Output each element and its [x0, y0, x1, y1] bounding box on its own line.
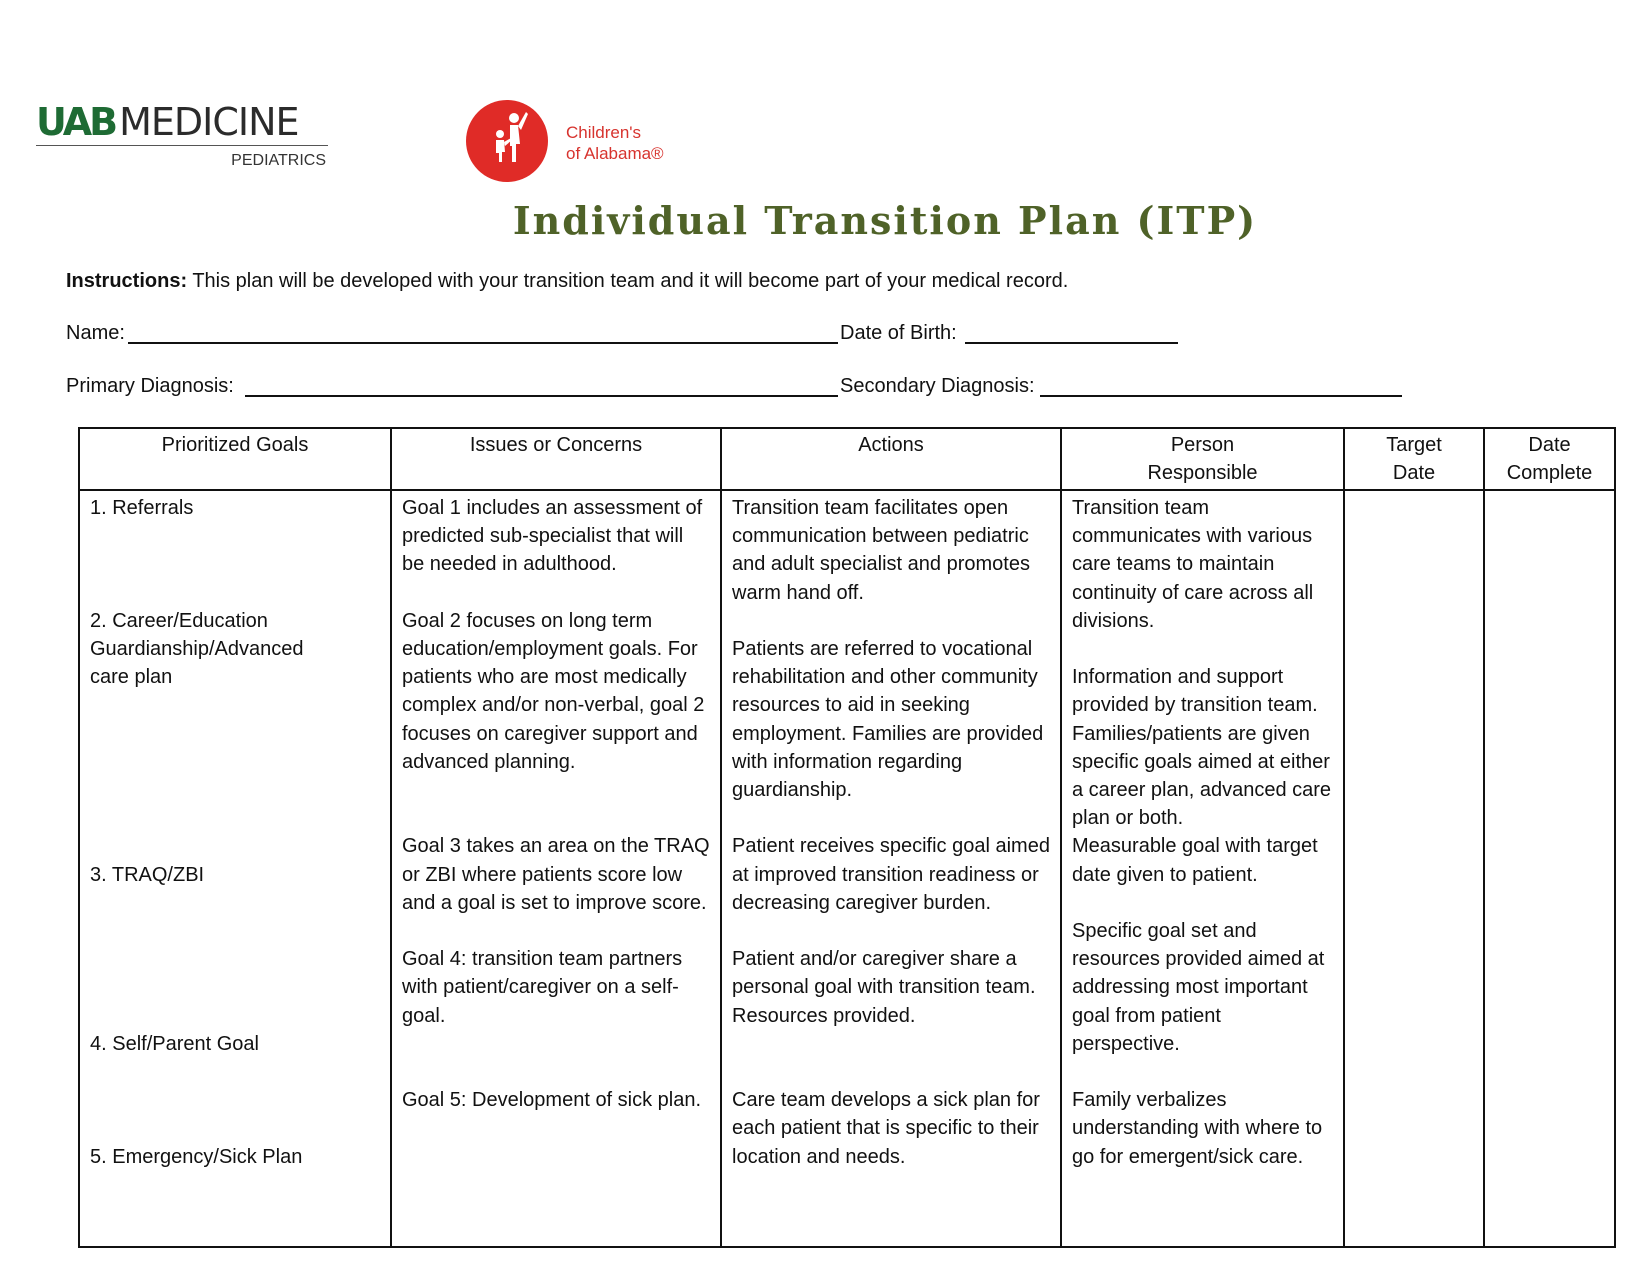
- childrens-logo-line2: of Alabama®: [566, 144, 664, 163]
- page-title: Individual Transition Plan (ITP): [512, 198, 1258, 243]
- issues-cell: Goal 1 includes an assessment of predicted sub-specialist that will be needed in adulthood. Goal 2 focuses on long term education/employment goals. For patients who are most medically complex and/or non-verbal, goal 2 focuses on caregiver support and advanced planning. Goal 3 takes an area on the TRAQ or ZBI where patients score low and a goal is set to improve score. Goal 4: transition team partners with patient/caregiver on a self-goal. Goal 5: Development of sick plan.: [391, 490, 721, 1247]
- header-target-date: Target Date: [1344, 428, 1484, 490]
- table-header-row: [79, 428, 1615, 490]
- uab-logo-subtitle: PEDIATRICS: [231, 152, 326, 169]
- actions-cell: Transition team facilitates open communication between pediatric and adult specialist and promotes warm hand off. Patients are referred to vocational rehabilitation and other community resources to aid in seeking employment. Families are provided with information regarding guardianship. Patient receives specific goal aimed at improved transition readiness or decreasing caregiver burden. Patient and/or caregiver share a personal goal with transition team. Resources provided. Care team develops a sick plan for each patient that is specific to their location and needs.: [721, 490, 1061, 1247]
- header-actions: Actions: [721, 428, 1061, 490]
- childrens-of-alabama-logo: [466, 100, 706, 184]
- transition-plan-table: [78, 427, 1616, 1248]
- date-complete-cell[interactable]: [1484, 490, 1615, 1247]
- instructions-text: This plan will be developed with your transition team and it will become part of your medical record.: [187, 270, 1069, 292]
- header-prioritized-goals: Prioritized Goals: [79, 428, 391, 490]
- table-row: [79, 490, 1615, 1247]
- childrens-logo-circle-icon: [466, 100, 548, 182]
- dob-field[interactable]: [965, 342, 1178, 344]
- header-person-responsible: Person Responsible: [1061, 428, 1344, 490]
- secondary-diagnosis-field[interactable]: [1040, 395, 1402, 397]
- name-label: Name:: [66, 322, 125, 344]
- uab-medicine-logo: [36, 100, 336, 180]
- target-date-cell[interactable]: [1344, 490, 1484, 1247]
- uab-logo-mark: UAB: [36, 100, 116, 144]
- header-issues-or-concerns: Issues or Concerns: [391, 428, 721, 490]
- uab-logo-rule: [36, 145, 328, 146]
- person-responsible-cell: Transition team communicates with various care teams to maintain continuity of care across all divisions. Information and support provided by transition team. Families/patients are given specific goals aimed at either a career plan, advanced care plan or both. Measurable goal with target date given to patient. Specific goal set and resources provided aimed at addressing most important goal from patient perspective. Family verbalizes understanding with where to go for emergent/sick care.: [1061, 490, 1344, 1247]
- instructions-label: Instructions:: [66, 270, 188, 292]
- goals-cell: 1. Referrals 2. Career/Education Guardianship/Advanced care plan 3. TRAQ/ZBI 4. Self/Parent Goal 5. Emergency/Sick Plan: [79, 490, 391, 1247]
- header-date-complete: Date Complete: [1484, 428, 1615, 490]
- instructions: [66, 268, 1068, 294]
- uab-logo-name: MEDICINE: [119, 100, 299, 144]
- dob-label: Date of Birth:: [840, 322, 957, 344]
- primary-diagnosis-label: Primary Diagnosis:: [66, 375, 234, 397]
- name-field[interactable]: [128, 342, 838, 344]
- primary-diagnosis-field[interactable]: [245, 395, 838, 397]
- secondary-diagnosis-label: Secondary Diagnosis:: [840, 375, 1035, 397]
- childrens-logo-line1: Children's: [566, 123, 642, 142]
